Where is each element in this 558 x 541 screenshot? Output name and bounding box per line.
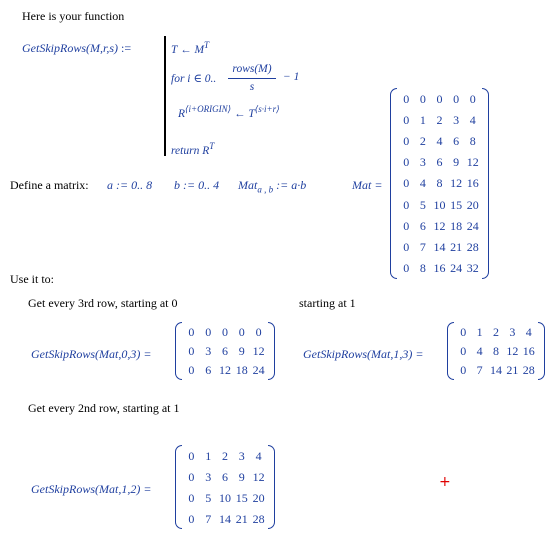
matrix-cell: 28 [252, 511, 265, 526]
matrix-cell: 0 [460, 324, 467, 339]
matrix-cell: 0 [205, 324, 212, 339]
matrix-cell: 24 [466, 218, 479, 233]
matrix-cell: 0 [188, 324, 195, 339]
program-line-3[interactable] [178, 104, 280, 120]
right-paren [268, 322, 275, 380]
matrix-cell: 16 [466, 176, 479, 191]
function-name: GetSkipRows(M,r,s) [22, 41, 118, 55]
matrix-cell: 0 [403, 218, 410, 233]
example-1-result-matrix[interactable] [175, 322, 275, 380]
matrix-cell: 7 [476, 363, 483, 378]
matrix-cell: 8 [492, 343, 499, 358]
matrix-cell: 3 [509, 324, 516, 339]
mat-definition[interactable] [238, 178, 306, 194]
matrix-cell: 0 [460, 343, 467, 358]
example-2-call[interactable]: GetSkipRows(Mat,1,3) = [303, 347, 424, 361]
matrix-cell: 6 [221, 343, 228, 358]
mat-lhs: Mat [238, 178, 258, 192]
example-2-caption: starting at 1 [299, 296, 356, 310]
matrix-cell: 14 [218, 511, 231, 526]
matrix-cell: 2 [492, 324, 499, 339]
return-text: return R [171, 144, 210, 157]
define-label: Define a matrix: [10, 178, 89, 192]
matrix-cell: 7 [419, 240, 426, 255]
matrix-cell: 12 [450, 176, 463, 191]
matrix-cell: 28 [522, 363, 535, 378]
mat-rhs: := a·b [276, 178, 307, 192]
matrix-cell: 20 [252, 490, 265, 505]
matrix-cell: 12 [218, 363, 231, 378]
matrix-cell: 15 [235, 490, 248, 505]
program-line-1[interactable] [171, 40, 209, 56]
matrix-cell: 3 [205, 343, 212, 358]
matrix-cell: 18 [450, 218, 463, 233]
matrix-cell: 10 [433, 197, 446, 212]
matrix-cell: 21 [235, 511, 248, 526]
matrix-cell: 12 [466, 155, 479, 170]
mat-subscript: a , b [257, 184, 274, 195]
matrix-cell: 4 [469, 112, 476, 127]
matrix-cell: 0 [188, 363, 195, 378]
fraction-denominator: s [249, 81, 255, 93]
matrix-cell: 3 [238, 448, 245, 463]
fraction-numerator: rows(M) [232, 63, 272, 75]
matrix-cell: 0 [188, 511, 195, 526]
matrix-cell: 3 [453, 112, 460, 127]
mat-eval-label: Mat = [352, 178, 383, 192]
matrix-cell: 4 [525, 324, 532, 339]
fraction-tail: − 1 [283, 71, 300, 83]
left-paren [390, 88, 397, 279]
matrix-cell: 24 [252, 363, 265, 378]
matrix-cell: 0 [403, 240, 410, 255]
matrix-cell: 0 [403, 261, 410, 276]
example-3-caption: Get every 2nd row, starting at 1 [28, 401, 180, 415]
matrix-cell: 4 [255, 448, 262, 463]
right-paren [268, 445, 275, 529]
matrix-cell: 21 [506, 363, 519, 378]
matrix-cell: 0 [188, 343, 195, 358]
matrix-cell: 24 [450, 261, 463, 276]
matrix-cell: 0 [188, 448, 195, 463]
column-superscript: ⟨i+ORIGIN⟩ [185, 104, 232, 114]
r-variable: R [178, 107, 186, 120]
program-line-1-text: T ← M [171, 43, 205, 56]
matrix-cell: 0 [469, 91, 476, 106]
matrix-cell: 18 [235, 363, 248, 378]
matrix-cell: 0 [221, 324, 228, 339]
matrix-cell: 0 [403, 155, 410, 170]
example-3-result-matrix[interactable] [175, 445, 275, 529]
matrix-cell: 9 [453, 155, 460, 170]
matrix-cell: 3 [205, 469, 212, 484]
matrix-cell: 0 [460, 363, 467, 378]
use-label: Use it to: [10, 272, 54, 286]
matrix-cell: 6 [419, 218, 426, 233]
matrix-cell: 1 [476, 324, 483, 339]
matrix-cell: 0 [255, 324, 262, 339]
example-3-call[interactable]: GetSkipRows(Mat,1,2) = [31, 482, 152, 496]
insertion-cursor-icon[interactable]: + [439, 474, 451, 490]
intro-text: Here is your function [22, 9, 125, 23]
matrix-cell: 4 [419, 176, 426, 191]
matrix-cell: 6 [436, 155, 443, 170]
matrix-cell: 12 [506, 343, 519, 358]
assign-arrow-t: ← T [234, 107, 255, 120]
left-paren [447, 322, 454, 380]
matrix-cell: 8 [469, 134, 476, 149]
example-1-caption: Get every 3rd row, starting at 0 [28, 296, 178, 310]
function-signature[interactable] [22, 41, 131, 56]
matrix-cell: 12 [252, 343, 265, 358]
matrix-cell: 8 [436, 176, 443, 191]
matrix-cell: 2 [419, 134, 426, 149]
matrix-cell: 0 [436, 91, 443, 106]
right-paren [538, 322, 545, 380]
return-sup: T [209, 141, 215, 151]
matrix-cell: 20 [466, 197, 479, 212]
matrix-cell: 16 [433, 261, 446, 276]
matrix-cell: 5 [205, 490, 212, 505]
column-superscript-2: ⟨s·i+r⟩ [254, 104, 280, 114]
matrix-cell: 15 [450, 197, 463, 212]
matrix-cell: 1 [205, 448, 212, 463]
matrix-cell: 0 [188, 469, 195, 484]
matrix-cell: 6 [205, 363, 212, 378]
matrix-cell: 0 [403, 176, 410, 191]
matrix-cell: 2 [436, 112, 443, 127]
matrix-cell: 32 [466, 261, 479, 276]
matrix-cell: 14 [489, 363, 502, 378]
matrix-cell: 6 [221, 469, 228, 484]
matrix-cell: 2 [221, 448, 228, 463]
define-operator: := [121, 41, 132, 55]
matrix-cell: 4 [436, 134, 443, 149]
matrix-cell: 0 [403, 91, 410, 106]
matrix-cell: 9 [238, 469, 245, 484]
matrix-cell: 14 [433, 240, 446, 255]
matrix-cell: 0 [419, 91, 426, 106]
matrix-cell: 16 [522, 343, 535, 358]
right-paren [482, 88, 489, 279]
matrix-cell: 3 [419, 155, 426, 170]
rows-fraction [228, 63, 276, 95]
program-line-2[interactable] [171, 71, 216, 85]
matrix-cell: 0 [453, 91, 460, 106]
matrix-cell: 5 [419, 197, 426, 212]
program-line-1-sup: T [204, 40, 210, 50]
for-keyword: for i ∈ 0.. [171, 73, 217, 85]
matrix-cell: 10 [218, 490, 231, 505]
matrix-cell: 0 [238, 324, 245, 339]
matrix-cell: 4 [476, 343, 483, 358]
matrix-cell: 8 [419, 261, 426, 276]
fraction-bar [228, 78, 276, 79]
matrix-cell: 1 [419, 112, 426, 127]
matrix-cell: 0 [403, 134, 410, 149]
matrix-cell: 28 [466, 240, 479, 255]
matrix-cell: 6 [453, 134, 460, 149]
matrix-cell: 7 [205, 511, 212, 526]
left-paren [175, 445, 182, 529]
matrix-cell: 0 [403, 112, 410, 127]
b-range[interactable]: b := 0.. 4 [174, 178, 220, 192]
program-line-4[interactable] [171, 141, 214, 157]
program-bar [164, 36, 166, 156]
matrix-cell: 21 [450, 240, 463, 255]
left-paren [175, 322, 182, 380]
example-2-result-matrix[interactable] [447, 322, 545, 380]
example-1-call[interactable]: GetSkipRows(Mat,0,3) = [31, 347, 152, 361]
matrix-cell: 12 [433, 218, 446, 233]
matrix-cell: 9 [238, 343, 245, 358]
a-range[interactable]: a := 0.. 8 [107, 178, 153, 192]
matrix-cell: 0 [403, 197, 410, 212]
matrix-cell: 12 [252, 469, 265, 484]
mat-result-matrix[interactable] [390, 88, 489, 279]
matrix-cell: 0 [188, 490, 195, 505]
